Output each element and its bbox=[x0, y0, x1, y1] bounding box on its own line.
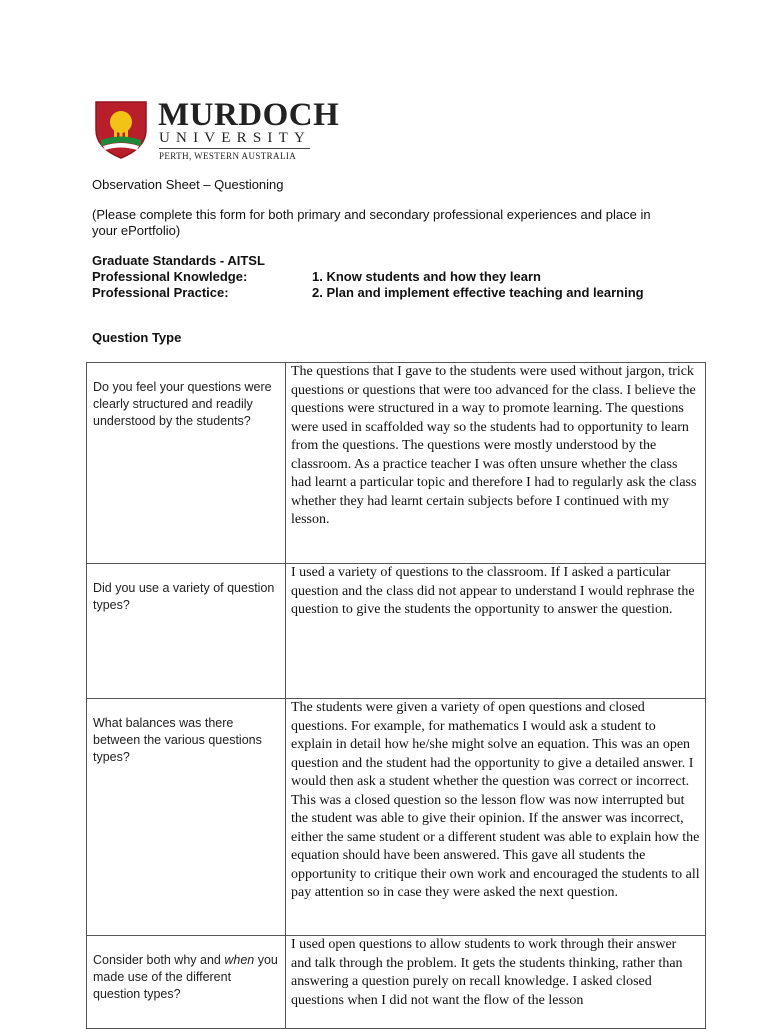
question-emphasis: when bbox=[224, 953, 255, 967]
table-row bbox=[87, 699, 706, 936]
knowledge-value: 1. Know students and how they learn bbox=[312, 269, 541, 284]
practice-value: 2. Plan and implement effective teaching and learning bbox=[312, 285, 644, 300]
answer-cell[interactable]: I used a variety of questions to the classroom. If I asked a particular question and the class did not appear to understand I would rephrase the question to give the students the opportunity to answer the question. bbox=[286, 564, 706, 699]
question-text-part1: Consider both why and bbox=[93, 953, 221, 967]
answer-cell[interactable] bbox=[286, 936, 706, 1029]
answer-cell[interactable]: The students were given a variety of open questions and closed questions. For example, for mathematics I would ask a student to explain in detail how he/she might solve an equation. This was an open question and the student had the opportunity to give a detailed answer. I would then ask a student whether the question was correct or incorrect. This was a closed question so the lesson flow was now interrupted but the student was able to give their opinion. If the answer was incorrect, either the same student or a different student was able to explain how the equation should have been answered. This gave all students the opportunity to critique their own work and encouraged the students to all pay attention so in case they were asked the next question. bbox=[286, 699, 706, 936]
table-row bbox=[87, 936, 706, 1029]
form-instructions: (Please complete this form for both primary and secondary professional experiences and place in your ePortfolio) bbox=[92, 207, 651, 238]
logo-name: MURDOCH bbox=[158, 97, 340, 133]
section-heading: Question Type bbox=[92, 330, 182, 345]
question-text-part2: you made use of the different question types? bbox=[93, 953, 278, 1001]
answer-cell[interactable]: The questions that I gave to the students were used without jargon, trick questions or questions that were too advanced for the class. I believe the questions were structured in a way to promote learning. The questions were used in scaffolded way so the students had to opportunity to learn from the questions. The questions were mostly understood by the classroom. As a practice teacher I was often unsure whether the class had learnt a particular topic and therefore I had to regularly ask the class whether they had learnt certain subjects before I continued with my lesson. bbox=[286, 363, 706, 564]
standards-heading: Graduate Standards - AITSL bbox=[92, 253, 265, 268]
practice-label: Professional Practice: bbox=[92, 285, 229, 300]
question-table bbox=[86, 362, 706, 1029]
question-cell: What balances was there between the various questions types? bbox=[87, 699, 286, 936]
question-cell bbox=[87, 936, 286, 1029]
logo-divider bbox=[159, 148, 310, 149]
answer-text: I used open questions to allow students to work through their answer and talk through the problem. It gets the students thinking, rather than answering a question purely on recall knowledge. I asked closed questions when I did not want the flow of the lesson bbox=[291, 937, 683, 1008]
university-logo bbox=[93, 97, 340, 162]
form-title: Observation Sheet – Questioning bbox=[92, 177, 284, 192]
question-cell: Did you use a variety of question types? bbox=[87, 564, 286, 699]
table-row bbox=[87, 363, 706, 564]
logo-subtitle: UNIVERSITY bbox=[159, 130, 311, 146]
question-cell: Do you feel your questions were clearly structured and readily understood by the students? bbox=[87, 363, 286, 564]
knowledge-label: Professional Knowledge: bbox=[92, 269, 248, 284]
crest-icon bbox=[93, 100, 149, 160]
logo-location: PERTH, WESTERN AUSTRALIA bbox=[159, 151, 297, 161]
table-row bbox=[87, 564, 706, 699]
